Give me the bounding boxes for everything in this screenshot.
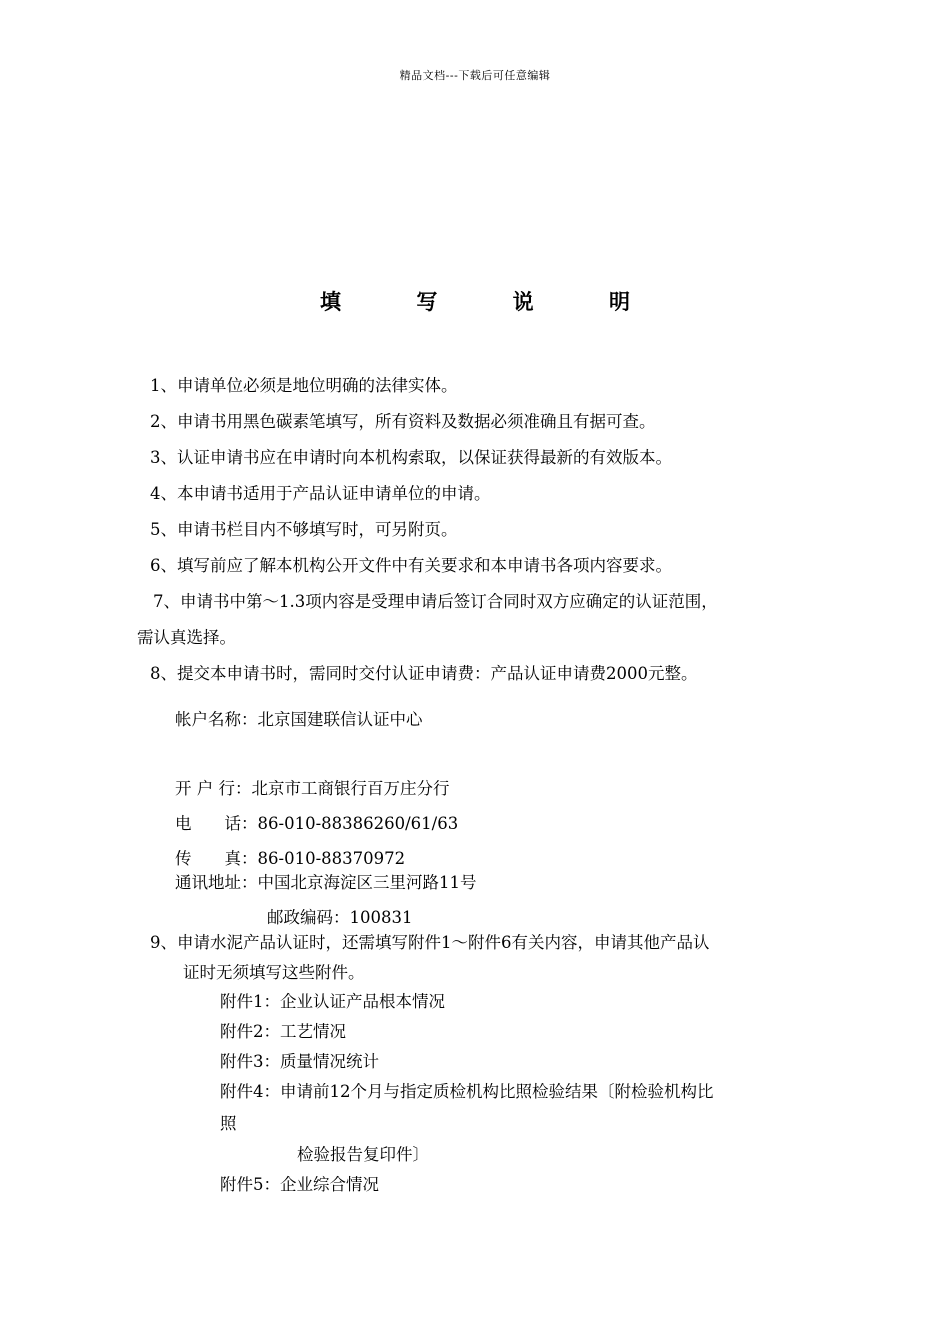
account-postcode: 邮政编码：100831	[267, 908, 413, 927]
account-phone: 电 话：86-010-88386260/61/63	[175, 814, 459, 833]
account-name: 帐户名称：北京国建联信认证中心	[175, 710, 423, 729]
instruction-item-4: 4、本申请书适用于产品认证申请单位的申请。	[150, 484, 491, 503]
attachment-1: 附件1：企业认证产品根本情况	[220, 992, 445, 1011]
account-address: 通讯地址：中国北京海淀区三里河路11号	[175, 873, 477, 892]
attachment-2: 附件2：工艺情况	[220, 1022, 346, 1041]
attachment-4-continued: 检验报告复印件〕	[297, 1145, 429, 1164]
instruction-item-9: 9、申请水泥产品认证时，还需填写附件1～附件6有关内容，申请其他产品认	[150, 933, 710, 952]
account-fax: 传 真：86-010-88370972	[175, 849, 406, 868]
account-bank: 开 户 行：北京市工商银行百万庄分行	[175, 779, 450, 798]
instruction-item-5: 5、申请书栏目内不够填写时，可另附页。	[150, 520, 458, 539]
header-note: 精品文档---下载后可任意编辑	[399, 69, 551, 82]
instruction-item-6: 6、填写前应了解本机构公开文件中有关要求和本申请书各项内容要求。	[150, 556, 672, 575]
instruction-item-7-continued: 需认真选择。	[137, 628, 236, 647]
instruction-item-9-continued: 证时无须填写这些附件。	[183, 963, 365, 982]
instruction-item-1: 1、申请单位必须是地位明确的法律实体。	[150, 376, 458, 395]
attachment-5: 附件5：企业综合情况	[220, 1175, 379, 1194]
instruction-item-7: 7、申请书中第～1.3项内容是受理申请后签订合同时双方应确定的认证范围，	[153, 592, 718, 611]
attachment-4: 附件4：申请前12个月与指定质检机构比照检验结果〔附检验机构比	[220, 1082, 714, 1101]
instruction-item-8: 8、提交本申请书时，需同时交付认证申请费：产品认证申请费2000元整。	[150, 664, 698, 683]
instruction-item-3: 3、认证申请书应在申请时向本机构索取，以保证获得最新的有效版本。	[150, 448, 672, 467]
instruction-item-2: 2、申请书用黑色碳素笔填写，所有资料及数据必须准确且有据可查。	[150, 412, 656, 431]
attachment-3: 附件3：质量情况统计	[220, 1052, 379, 1071]
attachment-4-wrap: 照	[220, 1114, 237, 1133]
page-title: 填 写 说 明	[320, 289, 664, 314]
